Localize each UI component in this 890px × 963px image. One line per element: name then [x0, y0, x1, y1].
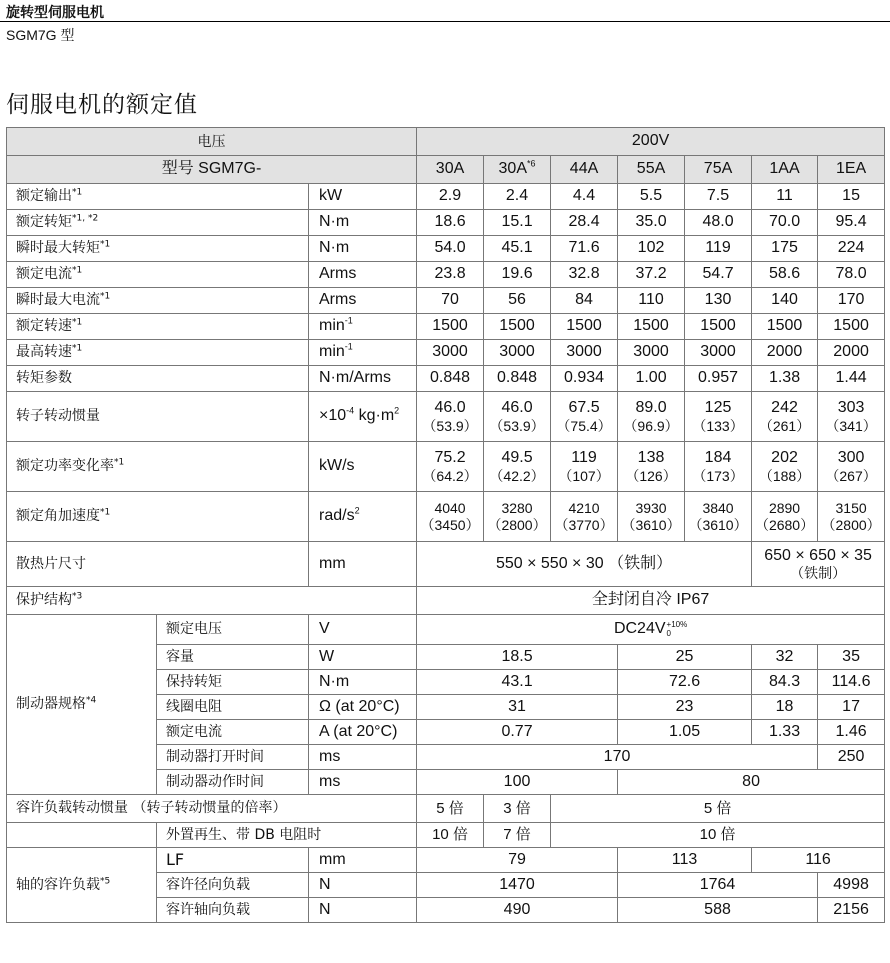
value-cell: 3280 （2800）	[484, 492, 551, 542]
value-cell: 550 × 550 × 30 （铁制）	[417, 542, 752, 587]
value-cell: 84	[551, 288, 618, 314]
value-cell: 175	[752, 236, 818, 262]
row-unit: rad/$s^2$	[309, 492, 417, 542]
row-label: 转子转动惯量	[7, 392, 309, 442]
model-label: 型号 SGM7G-	[7, 156, 417, 184]
value-cell: 17	[818, 695, 885, 720]
value-cell: 1500	[484, 314, 551, 340]
model-cell: 75A	[685, 156, 752, 184]
row-label: 额定转矩$^{*1, *2}$	[7, 210, 309, 236]
value-cell: 303 （341）	[818, 392, 885, 442]
shaft-lf-row	[7, 848, 885, 873]
row-label: 转矩参数	[7, 366, 309, 392]
spec-row	[7, 210, 885, 236]
row-label: 额定功率变化率$^{*1}$	[7, 442, 309, 492]
value-cell: 3000	[417, 340, 484, 366]
heatsink-row	[7, 542, 885, 587]
value-cell: 79	[417, 848, 618, 873]
value-cell: 28.4	[551, 210, 618, 236]
value-cell: 102	[618, 236, 685, 262]
row-label: 额定电流$^{*1}$	[7, 262, 309, 288]
value-cell: 10 倍	[417, 823, 484, 848]
tolerance: +10% 0	[666, 620, 688, 639]
spec-row	[7, 236, 885, 262]
value-cell: 19.6	[484, 262, 551, 288]
row-label: 容许轴向负载	[157, 898, 309, 923]
value-cell: 1.00	[618, 366, 685, 392]
value-cell: 75.2 （64.2）	[417, 442, 484, 492]
value-cell: 1.33	[752, 720, 818, 745]
row-label: 容量	[157, 645, 309, 670]
value-cell: 184 （173）	[685, 442, 752, 492]
value-cell: 0.934	[551, 366, 618, 392]
value-cell: 78.0	[818, 262, 885, 288]
row-label: 瞬时最大电流$^{*1}$	[7, 288, 309, 314]
row-unit: N	[309, 873, 417, 898]
value-cell: 250	[818, 745, 885, 770]
value-cell: 32	[752, 645, 818, 670]
model-footnote: *6	[527, 158, 536, 169]
row-label: 额定输出$^{*1}$	[7, 184, 309, 210]
value-cell: 11	[752, 184, 818, 210]
row-label: 容许负载转动惯量 （转子转动惯量的倍率）	[7, 795, 417, 823]
value-cell: 110	[618, 288, 685, 314]
spec-row	[7, 366, 885, 392]
row-label: 额定转速$^{*1}$	[7, 314, 309, 340]
row-label: 保护结构$^{*3}$	[7, 587, 417, 615]
row-unit: N	[309, 898, 417, 923]
row-label: 保持转矩	[157, 670, 309, 695]
value-cell: 23	[618, 695, 752, 720]
shaft-group-label: 轴的容许负载$^{*5}$	[7, 848, 157, 923]
brake-group-label: 制动器规格$^{*4}$	[7, 615, 157, 795]
value-cell: 23.8	[417, 262, 484, 288]
row-unit: mm	[309, 848, 417, 873]
voltage-label: 电压	[7, 128, 417, 156]
value-cell: 80	[618, 770, 885, 795]
value-cell: 113	[618, 848, 752, 873]
value-cell: 490	[417, 898, 618, 923]
value-cell: 588	[618, 898, 818, 923]
value-cell: 1470	[417, 873, 618, 898]
value-cell: 2000	[752, 340, 818, 366]
value-cell: 70	[417, 288, 484, 314]
row-label: 制动器动作时间	[157, 770, 309, 795]
value-cell: 46.0 （53.9）	[484, 392, 551, 442]
value-cell: 3930 （3610）	[618, 492, 685, 542]
row-unit: A (at 20°C)	[309, 720, 417, 745]
value-cell: 300 （267）	[818, 442, 885, 492]
value-cell: 0.848	[417, 366, 484, 392]
value-cell: 58.6	[752, 262, 818, 288]
value-cell: 0.848	[484, 366, 551, 392]
value-cell: 130	[685, 288, 752, 314]
value-cell: 3000	[618, 340, 685, 366]
value-cell: 1500	[551, 314, 618, 340]
value-cell: 全封闭自冷 IP67	[417, 587, 885, 615]
inertia-row	[7, 392, 885, 442]
value-cell: 46.0 （53.9）	[417, 392, 484, 442]
value-cell: 49.5 （42.2）	[484, 442, 551, 492]
simple-rows	[7, 184, 885, 392]
value-cell: 4210 （3770）	[551, 492, 618, 542]
value-cell: 2.9	[417, 184, 484, 210]
value-cell: 35.0	[618, 210, 685, 236]
row-unit: N·m/Arms	[309, 366, 417, 392]
value-cell: 25	[618, 645, 752, 670]
value-cell: 3000	[484, 340, 551, 366]
value-cell: 32.8	[551, 262, 618, 288]
model-cell: $30A^{*6}$	[484, 156, 551, 184]
row-unit: $\min^{-1}$	[309, 314, 417, 340]
spec-row	[7, 288, 885, 314]
rating-table	[6, 127, 885, 923]
value-cell: 1.44	[818, 366, 885, 392]
value-cell: 3000	[551, 340, 618, 366]
value-cell: 54.0	[417, 236, 484, 262]
value-cell: 10 倍	[551, 823, 885, 848]
load-inertia-sub-row	[7, 823, 885, 848]
value-cell: 31	[417, 695, 618, 720]
value-cell: 2000	[818, 340, 885, 366]
header-divider	[0, 21, 890, 22]
value-cell: 7 倍	[484, 823, 551, 848]
value-cell: 15	[818, 184, 885, 210]
value-cell: 170	[417, 745, 818, 770]
value-cell: 18	[752, 695, 818, 720]
value-cell: 72.6	[618, 670, 752, 695]
value-cell: 2890 （2680）	[752, 492, 818, 542]
row-unit: kW	[309, 184, 417, 210]
voltage-header-row	[7, 128, 885, 156]
value-cell: 18.5	[417, 645, 618, 670]
value-cell: 2.4	[484, 184, 551, 210]
value-cell: 116	[752, 848, 885, 873]
value-cell: 202 （188）	[752, 442, 818, 492]
value-cell: 1.05	[618, 720, 752, 745]
value-cell: 7.5	[685, 184, 752, 210]
page-title: 伺服电机的额定值	[6, 91, 198, 117]
row-unit: ms	[309, 770, 417, 795]
model-cell: 30A	[417, 156, 484, 184]
value-cell: 170	[818, 288, 885, 314]
value-cell: 1500	[417, 314, 484, 340]
value-cell: 35	[818, 645, 885, 670]
value-cell: 1500	[618, 314, 685, 340]
protection-row	[7, 587, 885, 615]
value-cell: 140	[752, 288, 818, 314]
row-label: 额定角加速度$^{*1}$	[7, 492, 309, 542]
value-cell: DC24V+10% 0	[417, 615, 885, 645]
value-cell: 4998	[818, 873, 885, 898]
row-unit: Ω (at 20°C)	[309, 695, 417, 720]
row-label: 最高转速$^{*1}$	[7, 340, 309, 366]
value-cell: 18.6	[417, 210, 484, 236]
value-cell: 71.6	[551, 236, 618, 262]
row-label: 容许径向负载	[157, 873, 309, 898]
row-label: 散热片尺寸	[7, 542, 309, 587]
value-cell: 0.957	[685, 366, 752, 392]
value-cell: 125 （133）	[685, 392, 752, 442]
row-label: 制动器打开时间	[157, 745, 309, 770]
value-cell: 3150 （2800）	[818, 492, 885, 542]
value-cell: 1500	[752, 314, 818, 340]
power-rate-row	[7, 442, 885, 492]
value-cell: 48.0	[685, 210, 752, 236]
row-unit: mm	[309, 542, 417, 587]
value-cell: 67.5 （75.4）	[551, 392, 618, 442]
value-cell: 224	[818, 236, 885, 262]
value-cell: 1.38	[752, 366, 818, 392]
row-unit: Arms	[309, 262, 417, 288]
value-cell: 1500	[685, 314, 752, 340]
series-header: SGM7G 型	[6, 27, 75, 43]
value-cell: 15.1	[484, 210, 551, 236]
row-label: 线圈电阻	[157, 695, 309, 720]
row-unit: kW/s	[309, 442, 417, 492]
value-cell: 650 × 650 × 35 （铁制）	[752, 542, 885, 587]
row-label: 额定电流	[157, 720, 309, 745]
value-cell: 5 倍	[551, 795, 885, 823]
value-cell: 119	[685, 236, 752, 262]
value-cell: 3000	[685, 340, 752, 366]
row-label: 外置再生、带 DB 电阻时	[157, 823, 417, 848]
category-header: 旋转型伺服电机	[6, 4, 104, 20]
value-cell: 2156	[818, 898, 885, 923]
row-unit: $\times 10^{-4}$ $kg\cdot m^2$	[309, 392, 417, 442]
value-cell: 84.3	[752, 670, 818, 695]
value-cell: 89.0 （96.9）	[618, 392, 685, 442]
row-unit: N·m	[309, 670, 417, 695]
spec-row	[7, 314, 885, 340]
model-cell: 55A	[618, 156, 685, 184]
row-label: LF	[157, 848, 309, 873]
spec-row	[7, 184, 885, 210]
row-label: 瞬时最大转矩$^{*1}$	[7, 236, 309, 262]
value-cell: 114.6	[818, 670, 885, 695]
voltage-value: 200V	[417, 128, 885, 156]
value-cell: 95.4	[818, 210, 885, 236]
value-cell: 1.46	[818, 720, 885, 745]
spec-row	[7, 262, 885, 288]
row-unit: Arms	[309, 288, 417, 314]
value-cell: 3 倍	[484, 795, 551, 823]
value-cell: 43.1	[417, 670, 618, 695]
row-unit: $\min^{-1}$	[309, 340, 417, 366]
row-unit: V	[309, 615, 417, 645]
value-cell: 54.7	[685, 262, 752, 288]
model-cell: 1EA	[818, 156, 885, 184]
row-unit: W	[309, 645, 417, 670]
value-cell: 56	[484, 288, 551, 314]
accel-row	[7, 492, 885, 542]
value-cell: 1764	[618, 873, 818, 898]
value-cell: 0.77	[417, 720, 618, 745]
value-cell: 37.2	[618, 262, 685, 288]
load-inertia-row	[7, 795, 885, 823]
value-cell: 4040 （3450）	[417, 492, 484, 542]
value-cell: 45.1	[484, 236, 551, 262]
value-cell: 3840 （3610）	[685, 492, 752, 542]
row-unit: N·m	[309, 236, 417, 262]
value-cell: 70.0	[752, 210, 818, 236]
row-label: 额定电压	[157, 615, 309, 645]
empty-cell	[7, 823, 157, 848]
row-unit: N·m	[309, 210, 417, 236]
value-cell: 138 （126）	[618, 442, 685, 492]
value-cell: 119 （107）	[551, 442, 618, 492]
value-cell: 4.4	[551, 184, 618, 210]
value-cell: 5 倍	[417, 795, 484, 823]
value-cell: 100	[417, 770, 618, 795]
brake-voltage-row	[7, 615, 885, 645]
model-cell: 44A	[551, 156, 618, 184]
value-cell: 242 （261）	[752, 392, 818, 442]
spec-row	[7, 340, 885, 366]
row-unit: ms	[309, 745, 417, 770]
value-cell: 1500	[818, 314, 885, 340]
value-cell: 5.5	[618, 184, 685, 210]
model-header-row	[7, 156, 885, 184]
model-cell: 1AA	[752, 156, 818, 184]
